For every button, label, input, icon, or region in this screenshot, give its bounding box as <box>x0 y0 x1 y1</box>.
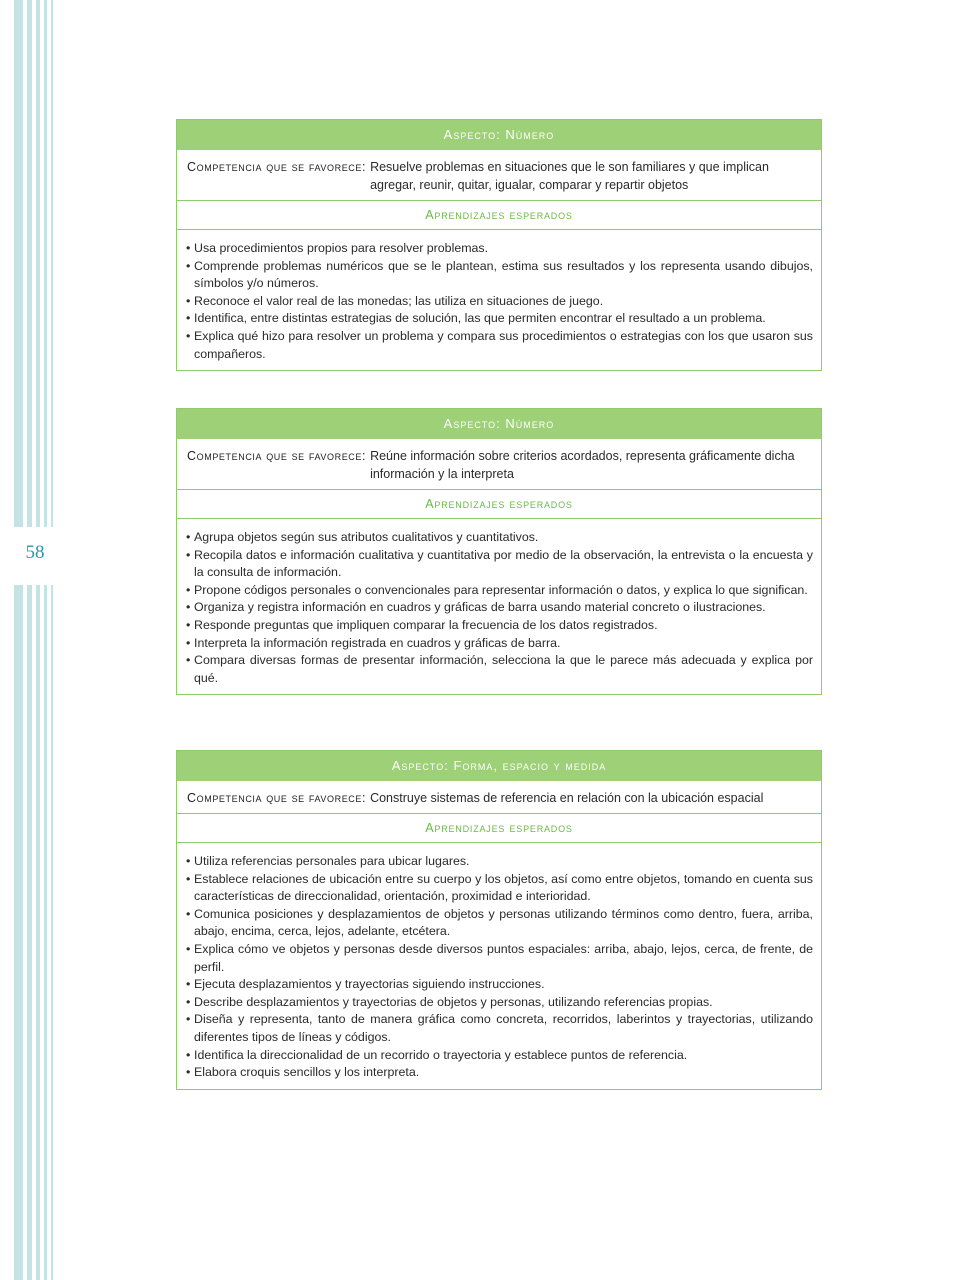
competence-row <box>177 439 821 490</box>
list-item: • Explica cómo ve objetos y personas desde diversos puntos espaciales: arriba, abajo, lejos, cerca, de frente, de perfil. <box>186 941 813 976</box>
aspect-header: Aspecto: Forma, espacio y medida <box>177 751 821 781</box>
aspect-header: Aspecto: Número <box>177 409 821 439</box>
list-item: • Usa procedimientos propios para resolver problemas. <box>186 240 813 258</box>
competence-label: Competencia que se favorece: <box>187 791 367 805</box>
competence-label: Competencia que se favorece: <box>187 449 367 463</box>
learning-list <box>177 230 821 370</box>
list-item: • Elabora croquis sencillos y los interpreta. <box>186 1064 813 1082</box>
aspect-box-1 <box>176 119 822 371</box>
list-item: • Identifica la direccionalidad de un recorrido o trayectoria y establece puntos de referencia. <box>186 1047 813 1065</box>
list-item: • Ejecuta desplazamientos y trayectorias siguiendo instrucciones. <box>186 976 813 994</box>
learning-header: Aprendizajes esperados <box>177 201 821 230</box>
learning-header: Aprendizajes esperados <box>177 814 821 843</box>
aspect-header: Aspecto: Número <box>177 120 821 150</box>
list-item: • Utiliza referencias personales para ubicar lugares. <box>186 853 813 871</box>
list-item: • Responde preguntas que impliquen comparar la frecuencia de los datos registrados. <box>186 617 813 635</box>
list-item: • Propone códigos personales o convencionales para representar información o datos, y explica lo que significan. <box>186 582 813 600</box>
competence-text: Reúne información sobre criterios acordados, representa gráficamente dicha información y la interpreta <box>370 449 795 481</box>
list-item: • Organiza y registra información en cuadros y gráficas de barra usando material concreto o ilustraciones. <box>186 599 813 617</box>
list-item: • Agrupa objetos según sus atributos cualitativos y cuantitativos. <box>186 529 813 547</box>
learning-header: Aprendizajes esperados <box>177 490 821 519</box>
list-item: • Establece relaciones de ubicación entre su cuerpo y los objetos, así como entre objetos, tomando en cuenta sus características de direccionalidad, orientación, proximidad e interioridad. <box>186 871 813 906</box>
list-item: • Recopila datos e información cualitativa y cuantitativa por medio de la observación, la entrevista o la encuesta y la consulta de información. <box>186 547 813 582</box>
margin-stripe <box>36 0 40 1280</box>
learning-list <box>177 519 821 694</box>
margin-stripe <box>51 0 53 1280</box>
list-item: • Describe desplazamientos y trayectorias de objetos y personas, utilizando referencias propias. <box>186 994 813 1012</box>
list-item: • Compara diversas formas de presentar información, selecciona la que le parece más adecuada y explica por qué. <box>186 652 813 687</box>
list-item: • Identifica, entre distintas estrategias de solución, las que permiten encontrar el resultado a un problema. <box>186 310 813 328</box>
list-item: • Diseña y representa, tanto de manera gráfica como concreta, recorridos, laberintos y trayectorias, utilizando diferentes tipos de líneas y códigos. <box>186 1011 813 1046</box>
aspect-box-2 <box>176 408 822 695</box>
list-item: • Comprende problemas numéricos que se le plantean, estima sus resultados y los representa usando dibujos, símbolos y/o números. <box>186 258 813 293</box>
margin-stripe <box>44 0 47 1280</box>
competence-text: Resuelve problemas en situaciones que le son familiares y que implican agregar, reunir, quitar, igualar, comparar y repartir objetos <box>370 160 769 192</box>
list-item: • Comunica posiciones y desplazamientos de objetos y personas utilizando términos como dentro, fuera, arriba, abajo, encima, cerca, lejos, adelante, etcétera. <box>186 906 813 941</box>
margin-stripe <box>14 0 23 1280</box>
margin-stripe <box>27 0 32 1280</box>
competence-row <box>177 150 821 201</box>
competence-text: Construye sistemas de referencia en relación con la ubicación espacial <box>370 791 764 805</box>
list-item: • Interpreta la información registrada en cuadros y gráficas de barra. <box>186 635 813 653</box>
page-number: 58 <box>25 542 45 563</box>
competence-row <box>177 781 821 814</box>
list-item: • Explica qué hizo para resolver un problema y compara sus procedimientos o estrategias con los que usaron sus compañeros. <box>186 328 813 363</box>
list-item: • Reconoce el valor real de las monedas; las utiliza en situaciones de juego. <box>186 293 813 311</box>
aspect-box-3 <box>176 750 822 1090</box>
learning-list <box>177 843 821 1089</box>
competence-label: Competencia que se favorece: <box>187 160 367 174</box>
